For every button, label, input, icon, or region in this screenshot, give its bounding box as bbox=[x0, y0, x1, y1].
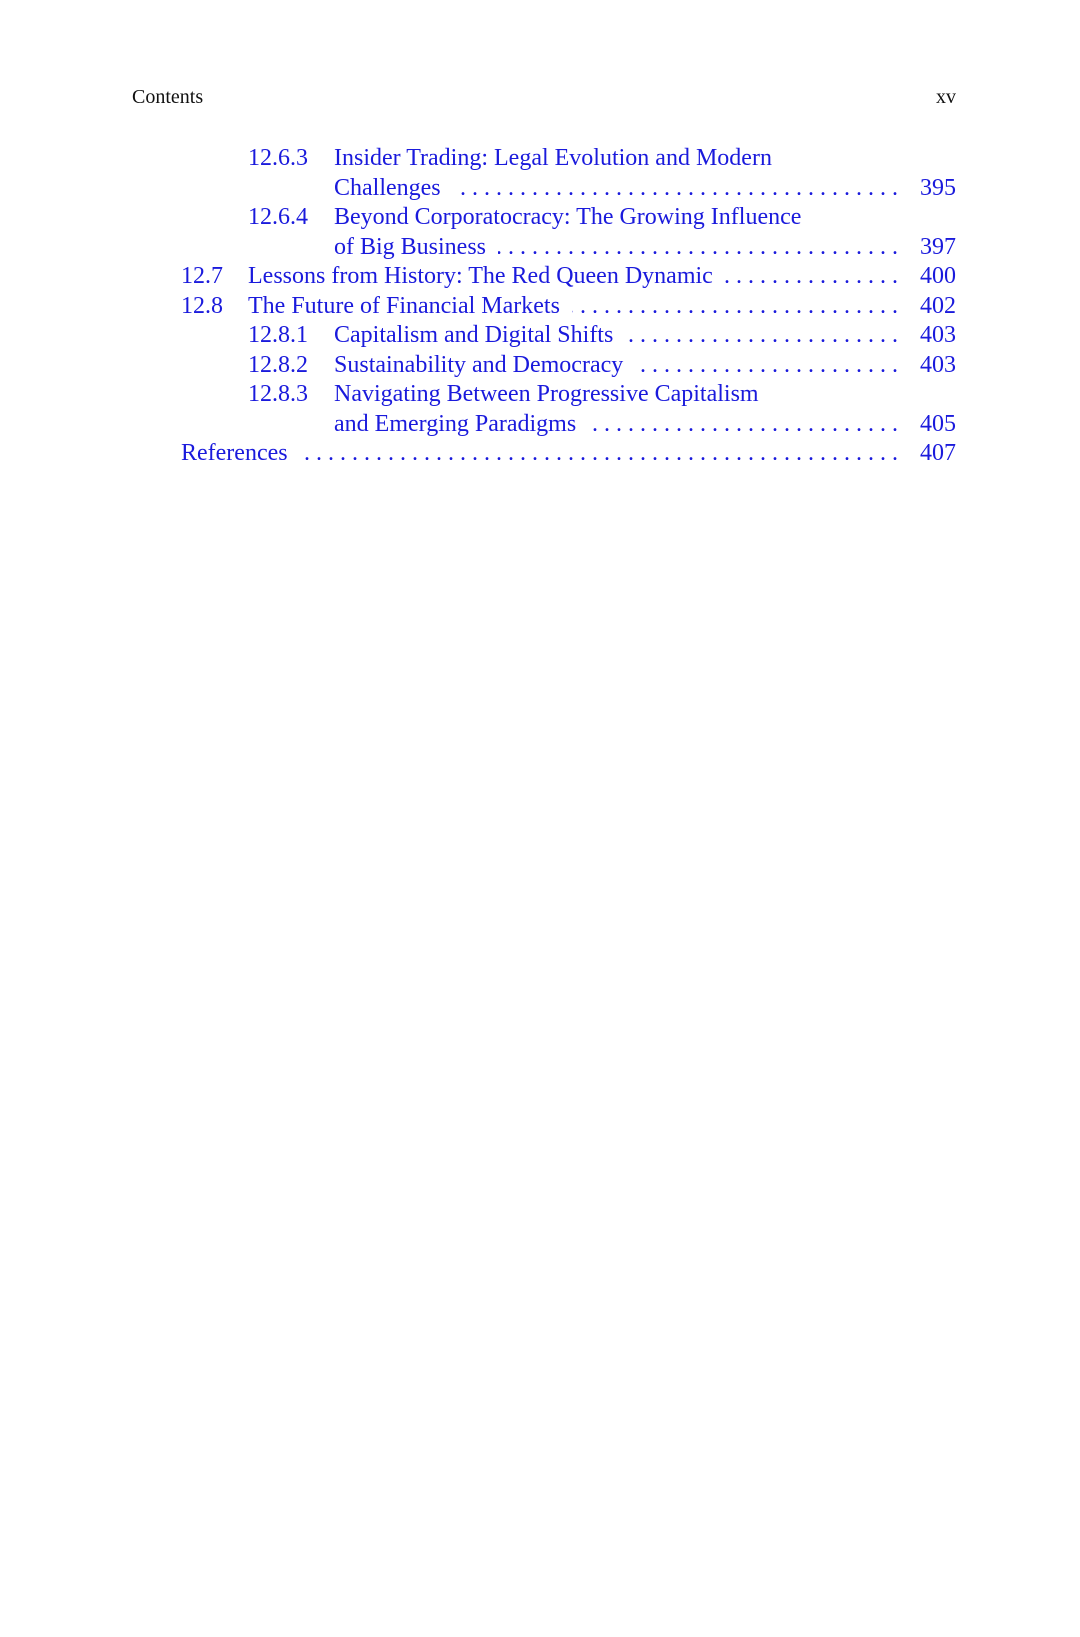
toc-entry-page[interactable]: 405 bbox=[920, 411, 956, 437]
page-number-roman: xv bbox=[936, 86, 956, 108]
toc-entry-12-6-4-continued[interactable] bbox=[0, 232, 1080, 262]
dot-leader bbox=[498, 232, 898, 262]
dot-leader bbox=[635, 350, 898, 380]
toc-entry-12-8-1[interactable] bbox=[0, 320, 1080, 350]
toc-entry-12-8-3[interactable] bbox=[0, 379, 1080, 409]
toc-entry-number: 12.8 bbox=[181, 293, 223, 319]
toc-entry-leader bbox=[334, 350, 956, 380]
toc-entry-title-continued[interactable]: Challenges bbox=[334, 175, 441, 201]
running-head-title: Contents bbox=[132, 86, 204, 108]
toc-entry-12-6-3-continued[interactable] bbox=[0, 173, 1080, 203]
toc-entry-leader bbox=[334, 232, 956, 262]
toc-entry-page[interactable]: 403 bbox=[920, 322, 956, 348]
toc-entry-number: 12.6.4 bbox=[248, 204, 308, 230]
dot-leader bbox=[572, 291, 898, 321]
toc-entry-title[interactable]: Beyond Corporatocracy: The Growing Influence bbox=[334, 204, 802, 230]
toc-entry-12-8-2[interactable] bbox=[0, 350, 1080, 380]
toc-entry-title[interactable]: Navigating Between Progressive Capitalism bbox=[334, 381, 759, 407]
toc-entry-leader bbox=[248, 261, 956, 291]
toc-entry-leader bbox=[334, 173, 956, 203]
toc-entry-number: 12.6.3 bbox=[248, 145, 308, 171]
toc-entry-12-8[interactable] bbox=[0, 291, 1080, 321]
dot-leader bbox=[725, 261, 898, 291]
toc-entry-page[interactable]: 407 bbox=[920, 440, 956, 466]
toc-entry-page[interactable]: 400 bbox=[920, 263, 956, 289]
toc-entry-page[interactable]: 395 bbox=[920, 175, 956, 201]
toc-entry-title[interactable]: Lessons from History: The Red Queen Dynamic bbox=[248, 263, 713, 289]
toc-entry-leader bbox=[334, 320, 956, 350]
toc-entry-title[interactable]: References bbox=[181, 440, 288, 466]
toc-entry-title-continued[interactable]: of Big Business bbox=[334, 234, 487, 260]
toc-entry-leader bbox=[181, 438, 956, 468]
toc-entry-12-8-3-continued[interactable] bbox=[0, 409, 1080, 439]
dot-leader bbox=[453, 173, 898, 203]
toc-entry-12-6-3[interactable] bbox=[0, 143, 1080, 173]
toc-entry-title[interactable]: Capitalism and Digital Shifts bbox=[334, 322, 614, 348]
toc-entry-title[interactable]: Sustainability and Democracy bbox=[334, 352, 624, 378]
toc-entry-12-6-4[interactable] bbox=[0, 202, 1080, 232]
dot-leader bbox=[300, 438, 898, 468]
toc-entry-references[interactable] bbox=[0, 438, 1080, 468]
running-head bbox=[132, 84, 956, 110]
toc-entry-12-7[interactable] bbox=[0, 261, 1080, 291]
toc-entry-page[interactable]: 397 bbox=[920, 234, 956, 260]
toc-entry-leader bbox=[334, 409, 956, 439]
dot-leader bbox=[625, 320, 898, 350]
toc-entry-number: 12.8.3 bbox=[248, 381, 308, 407]
toc-entry-title[interactable]: The Future of Financial Markets bbox=[248, 293, 560, 319]
toc-entry-number: 12.8.1 bbox=[248, 322, 308, 348]
toc-entry-title[interactable]: Insider Trading: Legal Evolution and Modern bbox=[334, 145, 772, 171]
toc-entry-page[interactable]: 402 bbox=[920, 293, 956, 319]
toc-entry-page[interactable]: 403 bbox=[920, 352, 956, 378]
toc-entry-leader bbox=[248, 291, 956, 321]
toc-entry-number: 12.7 bbox=[181, 263, 223, 289]
toc-entry-number: 12.8.2 bbox=[248, 352, 308, 378]
dot-leader bbox=[588, 409, 898, 439]
toc-entry-title-continued[interactable]: and Emerging Paradigms bbox=[334, 411, 577, 437]
